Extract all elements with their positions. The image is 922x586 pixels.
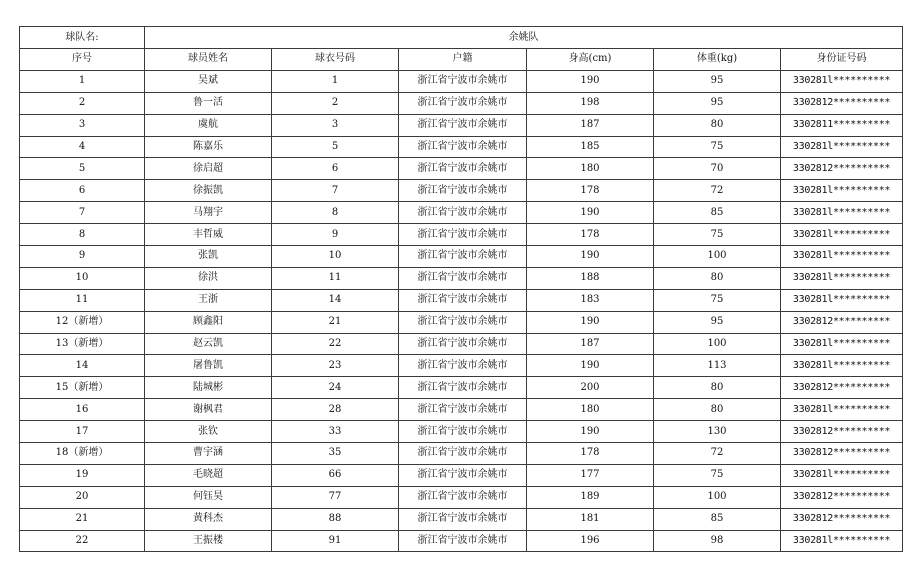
cell-no: 20	[20, 486, 145, 508]
cell-origin: 浙江省宁波市余姚市	[399, 333, 527, 355]
cell-height: 190	[527, 70, 654, 92]
cell-jersey-number: 14	[272, 289, 399, 311]
cell-weight: 80	[654, 377, 781, 399]
cell-height: 177	[527, 464, 654, 486]
column-header-origin: 户籍	[399, 49, 527, 71]
cell-no: 11	[20, 289, 145, 311]
cell-player-name: 赵云凯	[145, 333, 272, 355]
cell-origin: 浙江省宁波市余姚市	[399, 114, 527, 136]
table-row	[20, 114, 903, 136]
table-row	[20, 464, 903, 486]
cell-origin: 浙江省宁波市余姚市	[399, 377, 527, 399]
cell-weight: 72	[654, 443, 781, 465]
cell-origin: 浙江省宁波市余姚市	[399, 267, 527, 289]
cell-player-name: 王浙	[145, 289, 272, 311]
cell-height: 196	[527, 530, 654, 552]
header-row	[20, 49, 903, 71]
roster-body	[20, 70, 903, 552]
cell-player-name: 丰哲威	[145, 224, 272, 246]
cell-weight: 85	[654, 508, 781, 530]
cell-height: 178	[527, 180, 654, 202]
cell-id-number: 3302812**********	[781, 158, 903, 180]
cell-player-name: 谢枫君	[145, 399, 272, 421]
cell-jersey-number: 3	[272, 114, 399, 136]
cell-id-number: 330281l**********	[781, 180, 903, 202]
cell-weight: 85	[654, 202, 781, 224]
cell-jersey-number: 22	[272, 333, 399, 355]
cell-origin: 浙江省宁波市余姚市	[399, 530, 527, 552]
cell-id-number: 3302812**********	[781, 421, 903, 443]
cell-player-name: 陈嘉乐	[145, 136, 272, 158]
cell-origin: 浙江省宁波市余姚市	[399, 421, 527, 443]
cell-jersey-number: 9	[272, 224, 399, 246]
table-row	[20, 224, 903, 246]
cell-jersey-number: 2	[272, 92, 399, 114]
table-row	[20, 399, 903, 421]
cell-id-number: 330281l**********	[781, 246, 903, 268]
cell-origin: 浙江省宁波市余姚市	[399, 180, 527, 202]
cell-jersey-number: 8	[272, 202, 399, 224]
cell-no: 17	[20, 421, 145, 443]
cell-height: 185	[527, 136, 654, 158]
table-row	[20, 333, 903, 355]
cell-id-number: 330281l**********	[781, 333, 903, 355]
cell-height: 198	[527, 92, 654, 114]
cell-id-number: 330281l**********	[781, 70, 903, 92]
cell-player-name: 黄科杰	[145, 508, 272, 530]
cell-height: 190	[527, 355, 654, 377]
table-row	[20, 289, 903, 311]
cell-height: 187	[527, 333, 654, 355]
cell-no: 2	[20, 92, 145, 114]
column-header-height: 身高(cm)	[527, 49, 654, 71]
cell-id-number: 330281l**********	[781, 530, 903, 552]
column-header-no: 序号	[20, 49, 145, 71]
table-row	[20, 508, 903, 530]
cell-no: 9	[20, 246, 145, 268]
cell-no: 6	[20, 180, 145, 202]
cell-jersey-number: 5	[272, 136, 399, 158]
cell-jersey-number: 10	[272, 246, 399, 268]
cell-height: 200	[527, 377, 654, 399]
cell-jersey-number: 88	[272, 508, 399, 530]
cell-height: 183	[527, 289, 654, 311]
cell-jersey-number: 35	[272, 443, 399, 465]
cell-weight: 95	[654, 92, 781, 114]
table-row	[20, 443, 903, 465]
cell-height: 189	[527, 486, 654, 508]
cell-jersey-number: 7	[272, 180, 399, 202]
cell-no: 15（新增）	[20, 377, 145, 399]
cell-weight: 100	[654, 486, 781, 508]
cell-height: 178	[527, 224, 654, 246]
cell-jersey-number: 66	[272, 464, 399, 486]
cell-origin: 浙江省宁波市余姚市	[399, 224, 527, 246]
cell-weight: 100	[654, 246, 781, 268]
cell-no: 7	[20, 202, 145, 224]
cell-height: 190	[527, 202, 654, 224]
cell-no: 21	[20, 508, 145, 530]
cell-jersey-number: 21	[272, 311, 399, 333]
table-row	[20, 202, 903, 224]
cell-no: 5	[20, 158, 145, 180]
table-row	[20, 486, 903, 508]
column-header-weight: 体重(kg)	[654, 49, 781, 71]
cell-origin: 浙江省宁波市余姚市	[399, 443, 527, 465]
cell-id-number: 3302811**********	[781, 114, 903, 136]
cell-origin: 浙江省宁波市余姚市	[399, 158, 527, 180]
cell-origin: 浙江省宁波市余姚市	[399, 70, 527, 92]
cell-origin: 浙江省宁波市余姚市	[399, 464, 527, 486]
cell-jersey-number: 33	[272, 421, 399, 443]
cell-player-name: 王振楼	[145, 530, 272, 552]
cell-no: 14	[20, 355, 145, 377]
cell-origin: 浙江省宁波市余姚市	[399, 508, 527, 530]
cell-player-name: 吴斌	[145, 70, 272, 92]
column-header-id: 身份证号码	[781, 49, 903, 71]
cell-id-number: 330281l**********	[781, 289, 903, 311]
cell-id-number: 330281l**********	[781, 136, 903, 158]
table-row	[20, 158, 903, 180]
cell-jersey-number: 91	[272, 530, 399, 552]
roster-sheet	[19, 26, 902, 552]
cell-jersey-number: 1	[272, 70, 399, 92]
table-row	[20, 421, 903, 443]
table-row	[20, 377, 903, 399]
cell-no: 19	[20, 464, 145, 486]
table-row	[20, 355, 903, 377]
cell-player-name: 顾鑫阳	[145, 311, 272, 333]
cell-id-number: 330281l**********	[781, 224, 903, 246]
cell-height: 187	[527, 114, 654, 136]
cell-height: 181	[527, 508, 654, 530]
cell-origin: 浙江省宁波市余姚市	[399, 355, 527, 377]
cell-id-number: 330281l**********	[781, 464, 903, 486]
cell-jersey-number: 11	[272, 267, 399, 289]
cell-player-name: 张凯	[145, 246, 272, 268]
cell-weight: 113	[654, 355, 781, 377]
cell-id-number: 330281l**********	[781, 202, 903, 224]
cell-height: 190	[527, 421, 654, 443]
cell-origin: 浙江省宁波市余姚市	[399, 289, 527, 311]
cell-weight: 98	[654, 530, 781, 552]
cell-height: 190	[527, 246, 654, 268]
cell-player-name: 鲁一活	[145, 92, 272, 114]
cell-id-number: 330281l**********	[781, 267, 903, 289]
cell-id-number: 3302812**********	[781, 443, 903, 465]
table-row	[20, 70, 903, 92]
cell-jersey-number: 23	[272, 355, 399, 377]
cell-no: 3	[20, 114, 145, 136]
cell-origin: 浙江省宁波市余姚市	[399, 311, 527, 333]
cell-no: 16	[20, 399, 145, 421]
roster-table	[19, 26, 903, 552]
cell-player-name: 何钰昊	[145, 486, 272, 508]
cell-weight: 72	[654, 180, 781, 202]
cell-weight: 75	[654, 136, 781, 158]
cell-player-name: 徐启超	[145, 158, 272, 180]
cell-weight: 75	[654, 224, 781, 246]
cell-no: 4	[20, 136, 145, 158]
table-row	[20, 530, 903, 552]
table-row	[20, 267, 903, 289]
column-header-jersey: 球衣号码	[272, 49, 399, 71]
cell-weight: 75	[654, 289, 781, 311]
cell-no: 22	[20, 530, 145, 552]
cell-jersey-number: 6	[272, 158, 399, 180]
cell-no: 1	[20, 70, 145, 92]
cell-player-name: 陆城彬	[145, 377, 272, 399]
table-row	[20, 246, 903, 268]
cell-player-name: 毛晓超	[145, 464, 272, 486]
cell-no: 13（新增）	[20, 333, 145, 355]
cell-player-name: 曹宇涵	[145, 443, 272, 465]
cell-weight: 75	[654, 464, 781, 486]
cell-weight: 130	[654, 421, 781, 443]
cell-id-number: 3302812**********	[781, 508, 903, 530]
cell-weight: 95	[654, 70, 781, 92]
cell-origin: 浙江省宁波市余姚市	[399, 486, 527, 508]
cell-no: 8	[20, 224, 145, 246]
cell-weight: 100	[654, 333, 781, 355]
cell-height: 190	[527, 311, 654, 333]
cell-player-name: 屠鲁凯	[145, 355, 272, 377]
cell-id-number: 3302812**********	[781, 92, 903, 114]
team-label: 球队名:	[20, 27, 145, 49]
cell-jersey-number: 28	[272, 399, 399, 421]
cell-origin: 浙江省宁波市余姚市	[399, 202, 527, 224]
cell-player-name: 徐振凯	[145, 180, 272, 202]
table-row	[20, 92, 903, 114]
cell-no: 12（新增）	[20, 311, 145, 333]
cell-no: 10	[20, 267, 145, 289]
cell-id-number: 3302812**********	[781, 377, 903, 399]
cell-weight: 80	[654, 114, 781, 136]
cell-height: 180	[527, 158, 654, 180]
cell-height: 188	[527, 267, 654, 289]
cell-player-name: 虞航	[145, 114, 272, 136]
cell-origin: 浙江省宁波市余姚市	[399, 92, 527, 114]
cell-player-name: 张钦	[145, 421, 272, 443]
cell-jersey-number: 24	[272, 377, 399, 399]
cell-player-name: 马翔宇	[145, 202, 272, 224]
cell-id-number: 3302812**********	[781, 486, 903, 508]
cell-weight: 70	[654, 158, 781, 180]
cell-no: 18（新增）	[20, 443, 145, 465]
cell-weight: 95	[654, 311, 781, 333]
table-row	[20, 136, 903, 158]
cell-id-number: 3302812**********	[781, 311, 903, 333]
cell-jersey-number: 77	[272, 486, 399, 508]
table-row	[20, 311, 903, 333]
cell-origin: 浙江省宁波市余姚市	[399, 136, 527, 158]
cell-id-number: 330281l**********	[781, 399, 903, 421]
cell-id-number: 330281l**********	[781, 355, 903, 377]
cell-player-name: 徐洪	[145, 267, 272, 289]
cell-height: 180	[527, 399, 654, 421]
team-row	[20, 27, 903, 49]
cell-height: 178	[527, 443, 654, 465]
cell-weight: 80	[654, 399, 781, 421]
cell-origin: 浙江省宁波市余姚市	[399, 246, 527, 268]
cell-weight: 80	[654, 267, 781, 289]
column-header-name: 球员姓名	[145, 49, 272, 71]
cell-origin: 浙江省宁波市余姚市	[399, 399, 527, 421]
team-name: 余姚队	[145, 27, 903, 49]
table-row	[20, 180, 903, 202]
